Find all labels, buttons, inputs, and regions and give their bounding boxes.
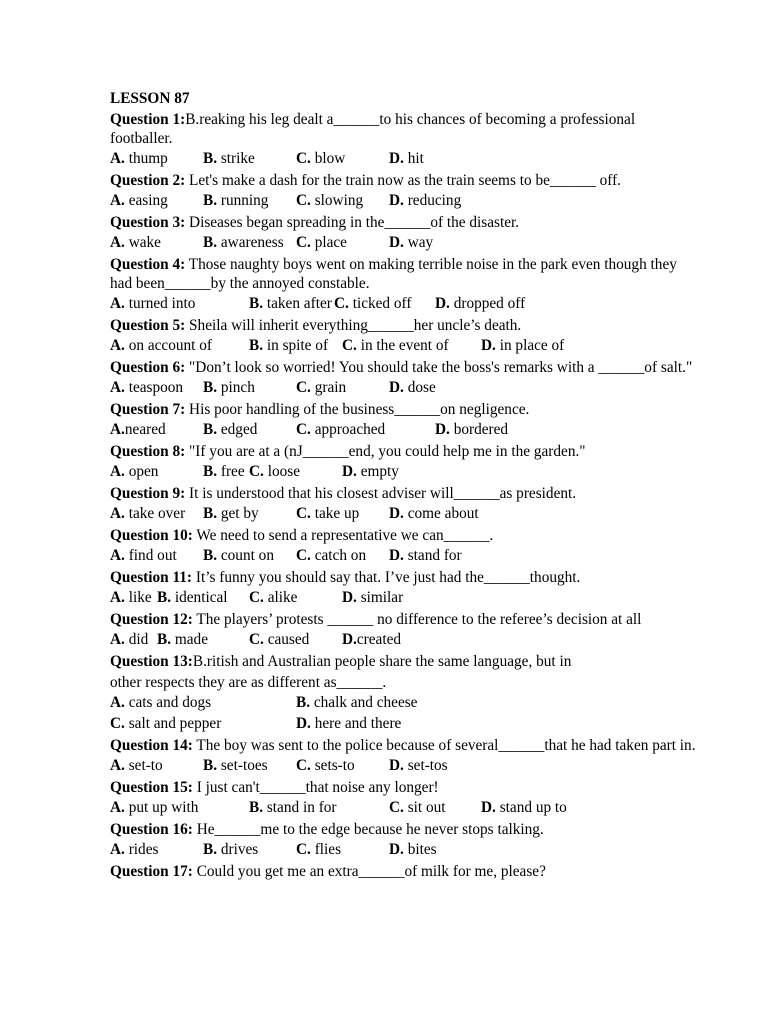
option-a[interactable] xyxy=(110,295,195,313)
option-d[interactable] xyxy=(389,757,448,775)
question-stem xyxy=(110,400,700,419)
option-text: slowing xyxy=(310,192,364,209)
option-letter: A. xyxy=(110,505,125,522)
option-text: running xyxy=(217,192,269,209)
question-number: Question 6: xyxy=(110,359,186,376)
question-text: The boy was sent to the police because of several______that he had taken part in. xyxy=(192,737,696,754)
option-letter: C. xyxy=(249,589,264,606)
question-text: He______me to the edge because he never stops talking. xyxy=(192,821,544,838)
option-letter: A. xyxy=(110,337,125,354)
option-text: find out xyxy=(124,547,177,564)
option-text: easing xyxy=(124,192,168,209)
question-number: Question 7: xyxy=(110,401,186,418)
option-text: cats and dogs xyxy=(124,694,212,711)
options-row xyxy=(110,799,700,818)
option-letter: C. xyxy=(296,234,311,251)
question-stem xyxy=(110,778,700,797)
option-text: wake xyxy=(124,234,161,251)
options-row xyxy=(110,631,700,650)
options-row xyxy=(110,150,700,169)
option-d[interactable] xyxy=(389,234,433,252)
question-text: Diseases began spreading in the______of the disaster. xyxy=(185,214,520,231)
option-text: free xyxy=(217,463,245,480)
option-letter: A. xyxy=(110,295,125,312)
option-a[interactable] xyxy=(110,757,163,775)
option-letter: D. xyxy=(481,799,496,816)
option-letter: A. xyxy=(110,841,125,858)
question-number: Question 5: xyxy=(110,317,186,334)
option-a[interactable] xyxy=(110,631,148,649)
option-text: thump xyxy=(124,150,168,167)
options-row xyxy=(110,295,700,314)
option-b[interactable] xyxy=(157,631,208,649)
question-3 xyxy=(110,213,700,253)
option-text: open xyxy=(124,463,159,480)
question-text: Could you get me an extra______of milk for me, please? xyxy=(192,863,546,880)
option-text: alike xyxy=(263,589,298,606)
option-b[interactable] xyxy=(203,421,257,439)
options-row xyxy=(110,841,700,860)
option-text: approached xyxy=(310,421,386,438)
option-text: in spite of xyxy=(263,337,329,354)
option-c[interactable] xyxy=(110,715,221,733)
option-b[interactable] xyxy=(249,799,337,817)
option-c[interactable] xyxy=(249,589,297,607)
option-d[interactable] xyxy=(481,337,564,355)
option-text: flies xyxy=(310,841,342,858)
option-text: take up xyxy=(310,505,360,522)
question-stem xyxy=(110,213,700,232)
option-a[interactable] xyxy=(110,841,158,859)
option-text: similar xyxy=(356,589,404,606)
question-stem xyxy=(110,736,700,755)
option-letter: D. xyxy=(389,841,404,858)
option-b[interactable] xyxy=(296,694,417,712)
option-d[interactable] xyxy=(389,192,461,210)
question-13 xyxy=(110,652,700,734)
option-a[interactable] xyxy=(110,694,211,712)
option-letter: B. xyxy=(157,631,172,648)
option-letter: D. xyxy=(435,295,450,312)
option-c[interactable] xyxy=(249,463,300,481)
option-letter: A. xyxy=(110,547,125,564)
option-text: ticked off xyxy=(348,295,412,312)
option-d[interactable] xyxy=(389,505,479,523)
option-d[interactable] xyxy=(342,631,401,649)
option-text: set-tos xyxy=(403,757,448,774)
option-b[interactable] xyxy=(203,757,268,775)
option-text: sets-to xyxy=(310,757,355,774)
question-text: Those naughty boys went on making terrible noise in the park even though they had been______by the annoyed constable. xyxy=(110,256,677,292)
option-text: created xyxy=(356,631,402,648)
option-d[interactable] xyxy=(435,295,525,313)
option-text: set-to xyxy=(124,757,163,774)
question-stem xyxy=(110,358,700,377)
option-text: in place of xyxy=(495,337,565,354)
option-letter: C. xyxy=(110,715,125,732)
option-text: edged xyxy=(217,421,258,438)
question-list xyxy=(110,110,700,881)
option-c[interactable] xyxy=(296,379,346,397)
option-letter: C. xyxy=(296,421,311,438)
option-text: set-toes xyxy=(217,757,268,774)
option-letter: C. xyxy=(249,463,264,480)
option-a[interactable] xyxy=(110,547,177,565)
option-c[interactable] xyxy=(334,295,411,313)
option-letter: D. xyxy=(389,757,404,774)
option-d[interactable] xyxy=(342,463,399,481)
option-letter: D. xyxy=(342,589,357,606)
option-text: loose xyxy=(263,463,300,480)
question-8 xyxy=(110,442,700,482)
option-letter: B. xyxy=(203,421,218,438)
question-14 xyxy=(110,736,700,776)
option-text: awareness xyxy=(217,234,284,251)
option-letter: C. xyxy=(296,379,311,396)
option-letter: B. xyxy=(157,589,172,606)
option-text: caused xyxy=(263,631,310,648)
question-number: Question 8: xyxy=(110,443,186,460)
option-c[interactable] xyxy=(296,757,355,775)
option-letter: B. xyxy=(249,799,264,816)
option-letter: B. xyxy=(203,234,218,251)
option-letter: B. xyxy=(249,337,264,354)
option-a[interactable] xyxy=(110,463,158,481)
question-stem xyxy=(110,652,700,671)
option-a[interactable] xyxy=(110,234,161,252)
question-text: His poor handling of the business______on negligence. xyxy=(185,401,530,418)
options-row xyxy=(110,505,700,524)
option-text: get by xyxy=(217,505,259,522)
question-7 xyxy=(110,400,700,440)
option-text: bordered xyxy=(449,421,509,438)
question-stem xyxy=(110,526,700,545)
question-stem xyxy=(110,171,700,190)
question-stem xyxy=(110,610,700,629)
option-letter: B. xyxy=(203,463,218,480)
option-a[interactable] xyxy=(110,192,168,210)
option-text: dropped off xyxy=(449,295,526,312)
options-row xyxy=(110,589,700,608)
question-1 xyxy=(110,110,700,169)
question-number: Question 3: xyxy=(110,214,186,231)
question-text: "Don’t look so worried! You should take the boss's remarks with a ______of salt." xyxy=(185,359,693,376)
option-letter: D. xyxy=(342,463,357,480)
question-text: I just can't______that noise any longer! xyxy=(192,779,439,796)
question-stem xyxy=(110,442,700,461)
option-a[interactable] xyxy=(110,337,212,355)
option-text: grain xyxy=(310,379,347,396)
option-text: blow xyxy=(310,150,346,167)
option-letter: C. xyxy=(334,295,349,312)
option-letter: A. xyxy=(110,234,125,251)
options-row xyxy=(110,694,700,713)
option-c[interactable] xyxy=(389,799,446,817)
option-letter: B. xyxy=(296,694,311,711)
option-text: salt and pepper xyxy=(124,715,222,732)
option-text: empty xyxy=(356,463,399,480)
option-letter: A. xyxy=(110,463,125,480)
question-number: Question 15: xyxy=(110,779,193,796)
question-number: Question 16: xyxy=(110,821,193,838)
question-17 xyxy=(110,862,700,881)
option-letter: A. xyxy=(110,421,125,438)
option-letter: A. xyxy=(110,192,125,209)
option-text: on account of xyxy=(124,337,212,354)
option-text: turned into xyxy=(124,295,196,312)
option-letter: D. xyxy=(389,379,404,396)
question-number: Question 4: xyxy=(110,256,186,273)
options-row xyxy=(110,715,700,734)
options-row xyxy=(110,463,700,482)
lesson-title: LESSON 87 xyxy=(110,90,190,107)
option-b[interactable] xyxy=(203,505,259,523)
question-6 xyxy=(110,358,700,398)
question-stem xyxy=(110,862,700,881)
option-text: drives xyxy=(217,841,259,858)
option-d[interactable] xyxy=(389,379,436,397)
option-letter: A. xyxy=(110,757,125,774)
option-text: take over xyxy=(124,505,186,522)
option-text: catch on xyxy=(310,547,367,564)
option-c[interactable] xyxy=(296,547,366,565)
option-b[interactable] xyxy=(203,150,255,168)
option-c[interactable] xyxy=(296,505,359,523)
options-row xyxy=(110,379,700,398)
question-stem xyxy=(110,110,700,148)
option-letter: D. xyxy=(389,150,404,167)
option-letter: D. xyxy=(296,715,311,732)
option-text: stand for xyxy=(403,547,462,564)
option-letter: C. xyxy=(249,631,264,648)
question-number: Question 9: xyxy=(110,485,186,502)
option-text: made xyxy=(171,631,208,648)
question-text: The players’ protests ______ no difference to the referee’s decision at all xyxy=(192,611,642,628)
question-text: It’s funny you should say that. I’ve just had the______thought. xyxy=(192,569,581,586)
option-letter: C. xyxy=(342,337,357,354)
question-16 xyxy=(110,820,700,860)
question-text: B.reaking his leg dealt a______to his chances of becoming a professional footballer. xyxy=(110,111,636,147)
question-text-continued: other respects they are as different as______. xyxy=(110,674,387,691)
option-text: hit xyxy=(403,150,424,167)
option-a[interactable] xyxy=(110,379,183,397)
question-4 xyxy=(110,255,700,314)
option-d[interactable] xyxy=(342,589,403,607)
option-letter: D. xyxy=(389,192,404,209)
option-text: count on xyxy=(217,547,274,564)
option-letter: C. xyxy=(296,192,311,209)
option-d[interactable] xyxy=(389,547,462,565)
option-text: here and there xyxy=(310,715,402,732)
option-text: pinch xyxy=(217,379,255,396)
option-b[interactable] xyxy=(203,547,274,565)
question-stem xyxy=(110,820,700,839)
question-text: B.ritish and Australian people share the same language, but in xyxy=(192,653,572,670)
question-number: Question 17: xyxy=(110,863,193,880)
option-letter: A. xyxy=(110,150,125,167)
option-letter: D. xyxy=(342,631,357,648)
option-letter: D. xyxy=(389,547,404,564)
options-row xyxy=(110,337,700,356)
option-letter: C. xyxy=(389,799,404,816)
option-text: dose xyxy=(403,379,436,396)
option-b[interactable] xyxy=(249,337,328,355)
option-c[interactable] xyxy=(296,192,363,210)
option-text: strike xyxy=(217,150,255,167)
options-row xyxy=(110,192,700,211)
option-letter: B. xyxy=(203,505,218,522)
option-text: did xyxy=(124,631,149,648)
option-d[interactable] xyxy=(481,799,567,817)
option-text: way xyxy=(403,234,434,251)
question-2 xyxy=(110,171,700,211)
option-text: stand up to xyxy=(495,799,567,816)
option-letter: B. xyxy=(203,192,218,209)
option-a[interactable] xyxy=(110,799,198,817)
option-letter: A. xyxy=(110,379,125,396)
option-d[interactable] xyxy=(389,150,424,168)
question-stem xyxy=(110,484,700,503)
option-text: place xyxy=(310,234,347,251)
option-letter: B. xyxy=(203,757,218,774)
question-15 xyxy=(110,778,700,818)
option-d[interactable] xyxy=(435,421,508,439)
option-a[interactable] xyxy=(110,589,152,607)
option-text: neared xyxy=(124,421,166,438)
option-c[interactable] xyxy=(296,150,345,168)
option-c[interactable] xyxy=(296,234,347,252)
question-stem xyxy=(110,255,700,293)
option-text: teaspoon xyxy=(124,379,184,396)
worksheet xyxy=(110,89,700,881)
option-b[interactable] xyxy=(203,234,284,252)
question-10 xyxy=(110,526,700,566)
option-text: sit out xyxy=(403,799,446,816)
question-number: Question 13: xyxy=(110,653,193,670)
question-text: "If you are at a (nJ______end, you could help me in the garden." xyxy=(185,443,586,460)
question-text: Let's make a dash for the train now as the train seems to be______ off. xyxy=(185,172,621,189)
option-letter: D. xyxy=(389,234,404,251)
option-c[interactable] xyxy=(296,421,385,439)
option-a[interactable] xyxy=(110,505,185,523)
option-b[interactable] xyxy=(203,379,255,397)
question-number: Question 10: xyxy=(110,527,193,544)
option-text: like xyxy=(124,589,152,606)
option-letter: A. xyxy=(110,799,125,816)
option-letter: C. xyxy=(296,841,311,858)
options-row xyxy=(110,421,700,440)
option-text: taken after xyxy=(263,295,332,312)
option-letter: A. xyxy=(110,694,125,711)
option-b[interactable] xyxy=(203,841,258,859)
option-letter: C. xyxy=(296,150,311,167)
option-letter: B. xyxy=(249,295,264,312)
option-letter: C. xyxy=(296,547,311,564)
option-b[interactable] xyxy=(249,295,332,313)
option-text: come about xyxy=(403,505,479,522)
option-a[interactable] xyxy=(110,150,168,168)
option-b[interactable] xyxy=(157,589,228,607)
question-stem xyxy=(110,316,700,335)
option-letter: B. xyxy=(203,379,218,396)
options-row xyxy=(110,757,700,776)
option-letter: D. xyxy=(435,421,450,438)
option-text: in the event of xyxy=(356,337,449,354)
question-number: Question 11: xyxy=(110,569,193,586)
question-number: Question 2: xyxy=(110,172,186,189)
option-text: identical xyxy=(171,589,228,606)
option-letter: C. xyxy=(296,757,311,774)
question-stem xyxy=(110,568,700,587)
question-5 xyxy=(110,316,700,356)
question-9 xyxy=(110,484,700,524)
option-letter: D. xyxy=(389,505,404,522)
option-letter: A. xyxy=(110,589,125,606)
option-letter: C. xyxy=(296,505,311,522)
question-11 xyxy=(110,568,700,608)
question-number: Question 14: xyxy=(110,737,193,754)
question-number: Question 1: xyxy=(110,111,186,128)
options-row xyxy=(110,234,700,253)
option-b[interactable] xyxy=(203,463,245,481)
option-c[interactable] xyxy=(249,631,309,649)
question-text: We need to send a representative we can______. xyxy=(192,527,494,544)
option-b[interactable] xyxy=(203,192,268,210)
question-12 xyxy=(110,610,700,650)
option-letter: B. xyxy=(203,150,218,167)
question-number: Question 12: xyxy=(110,611,193,628)
option-letter: B. xyxy=(203,841,218,858)
option-c[interactable] xyxy=(296,841,341,859)
option-text: bites xyxy=(403,841,437,858)
option-a[interactable] xyxy=(110,421,166,439)
option-letter: A. xyxy=(110,631,125,648)
option-letter: D. xyxy=(481,337,496,354)
option-d[interactable] xyxy=(389,841,437,859)
option-text: put up with xyxy=(124,799,199,816)
option-c[interactable] xyxy=(342,337,449,355)
option-text: chalk and cheese xyxy=(310,694,418,711)
option-letter: B. xyxy=(203,547,218,564)
options-row xyxy=(110,547,700,566)
option-text: rides xyxy=(124,841,159,858)
question-text: It is understood that his closest adviser will______as president. xyxy=(185,485,577,502)
option-d[interactable] xyxy=(296,715,401,733)
option-text: stand in for xyxy=(263,799,337,816)
question-text: Sheila will inherit everything______her uncle’s death. xyxy=(185,317,522,334)
option-text: reducing xyxy=(403,192,462,209)
